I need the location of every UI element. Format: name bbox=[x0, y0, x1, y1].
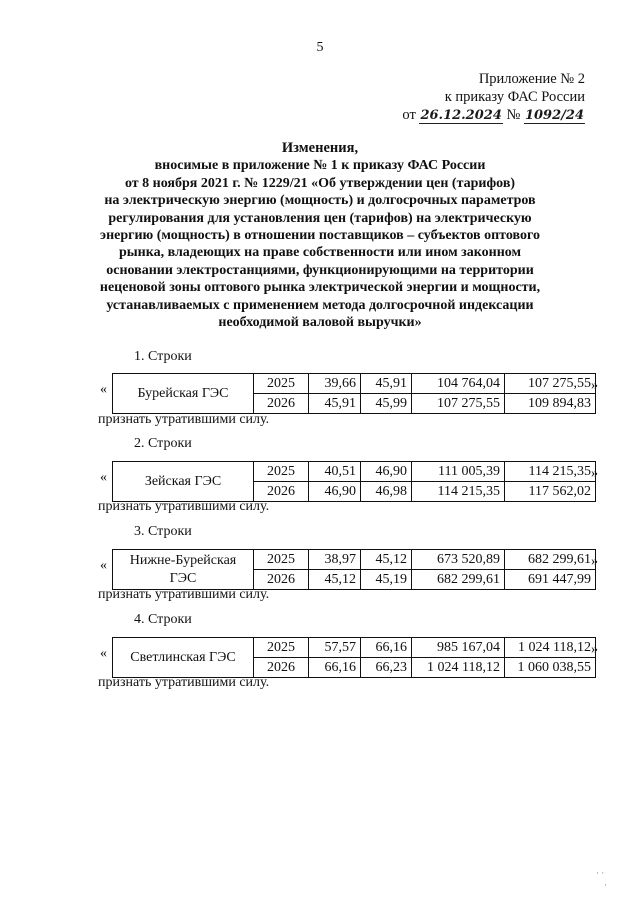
value-cell: 111 005,39 bbox=[412, 462, 505, 482]
year-cell: 2025 bbox=[254, 550, 309, 570]
year-cell: 2025 bbox=[254, 374, 309, 394]
title-line-2: вносимые в приложение № 1 к приказу ФАС России bbox=[154, 158, 486, 174]
section-3-label: 3. Строки bbox=[134, 524, 192, 539]
handwritten-date: 26.12.2024 bbox=[420, 108, 502, 123]
section-4-quote-close: » bbox=[591, 642, 598, 657]
year-cell: 2026 bbox=[254, 482, 309, 502]
annex-header bbox=[400, 70, 585, 125]
page-number: 5 bbox=[316, 40, 324, 55]
station-name: Зейская ГЭС bbox=[113, 462, 254, 502]
station-name: Нижне-Бурейская ГЭС bbox=[113, 550, 254, 590]
table-row bbox=[113, 638, 596, 658]
title-line-3: от 8 ноября 2021 г. № 1229/21 «Об утверждении цен (тарифов) bbox=[124, 175, 516, 191]
section-4-table bbox=[112, 637, 596, 678]
title-line-7: рынка, владеющих на праве собственности или ином законном bbox=[118, 245, 522, 261]
value-cell: 38,97 bbox=[309, 550, 361, 570]
value-cell: 45,91 bbox=[309, 394, 361, 414]
value-cell: 66,16 bbox=[361, 638, 412, 658]
section-3-quote-open: « bbox=[100, 558, 107, 573]
table-row bbox=[113, 374, 596, 394]
section-3-table bbox=[112, 549, 596, 590]
section-3-footer: признать утратившими силу. bbox=[98, 587, 270, 602]
value-cell: 117 562,02 bbox=[505, 482, 596, 502]
scan-speck: · bbox=[604, 880, 607, 890]
value-cell: 1 060 038,55 bbox=[505, 658, 596, 678]
title-line-1: Изменения, bbox=[281, 140, 359, 156]
value-cell: 57,57 bbox=[309, 638, 361, 658]
value-cell: 40,51 bbox=[309, 462, 361, 482]
value-cell: 691 447,99 bbox=[505, 570, 596, 590]
title-line-9: неценовой зоны оптового рынка электрической энергии и мощности, bbox=[99, 280, 541, 296]
year-cell: 2026 bbox=[254, 658, 309, 678]
year-cell: 2026 bbox=[254, 570, 309, 590]
value-cell: 45,12 bbox=[309, 570, 361, 590]
scan-speck: · · bbox=[596, 868, 605, 878]
value-cell: 114 215,35 bbox=[412, 482, 505, 502]
section-1-footer: признать утратившими силу. bbox=[98, 412, 270, 427]
handwritten-number: 1092/24 bbox=[524, 108, 584, 123]
year-cell: 2025 bbox=[254, 638, 309, 658]
value-cell: 114 215,35 bbox=[505, 462, 596, 482]
section-4-quote-open: « bbox=[100, 646, 107, 661]
value-cell: 45,12 bbox=[361, 550, 412, 570]
value-cell: 673 520,89 bbox=[412, 550, 505, 570]
annex-date-number bbox=[400, 106, 585, 125]
section-1-quote-open: « bbox=[100, 382, 107, 397]
section-1-table bbox=[112, 373, 596, 414]
section-2-footer: признать утратившими силу. bbox=[98, 499, 270, 514]
value-cell: 45,19 bbox=[361, 570, 412, 590]
title-line-4: на электрическую энергию (мощность) и долгосрочных параметров bbox=[104, 193, 536, 209]
table-row bbox=[113, 550, 596, 570]
annex-number-label: № bbox=[506, 107, 521, 123]
value-cell: 66,16 bbox=[309, 658, 361, 678]
value-cell: 46,98 bbox=[361, 482, 412, 502]
value-cell: 985 167,04 bbox=[412, 638, 505, 658]
title-line-8: основании электростанциями, функционирующими на территории bbox=[106, 262, 534, 278]
section-1-label: 1. Строки bbox=[134, 349, 192, 364]
station-name: Светлинская ГЭС bbox=[113, 638, 254, 678]
value-cell: 109 894,83 bbox=[505, 394, 596, 414]
annex-from-label: от bbox=[402, 107, 416, 123]
year-cell: 2025 bbox=[254, 462, 309, 482]
section-2-quote-open: « bbox=[100, 470, 107, 485]
section-1-quote-close: » bbox=[591, 378, 598, 393]
value-cell: 39,66 bbox=[309, 374, 361, 394]
value-cell: 107 275,55 bbox=[505, 374, 596, 394]
title-line-11: необходимой валовой выручки» bbox=[218, 315, 422, 331]
value-cell: 107 275,55 bbox=[412, 394, 505, 414]
value-cell: 104 764,04 bbox=[412, 374, 505, 394]
section-2-quote-close: » bbox=[591, 466, 598, 481]
value-cell: 46,90 bbox=[361, 462, 412, 482]
title-line-6: энергию (мощность) в отношении поставщиков – субъектов оптового bbox=[100, 228, 540, 244]
value-cell: 682 299,61 bbox=[505, 550, 596, 570]
value-cell: 1 024 118,12 bbox=[412, 658, 505, 678]
station-name: Бурейская ГЭС bbox=[113, 374, 254, 414]
title-line-10: устанавливаемых с применением метода долгосрочной индексации bbox=[106, 297, 534, 313]
year-cell: 2026 bbox=[254, 394, 309, 414]
document-title bbox=[70, 140, 570, 331]
section-2-table bbox=[112, 461, 596, 502]
annex-order-ref: к приказу ФАС России bbox=[444, 89, 585, 105]
section-2-label: 2. Строки bbox=[134, 436, 192, 451]
value-cell: 45,99 bbox=[361, 394, 412, 414]
title-line-5: регулирования для установления цен (тарифов) на электрическую bbox=[108, 210, 532, 226]
section-4-label: 4. Строки bbox=[134, 612, 192, 627]
value-cell: 46,90 bbox=[309, 482, 361, 502]
section-4-footer: признать утратившими силу. bbox=[98, 675, 270, 690]
annex-title: Приложение № 2 bbox=[478, 71, 585, 87]
value-cell: 66,23 bbox=[361, 658, 412, 678]
section-3-quote-close: » bbox=[591, 554, 598, 569]
value-cell: 682 299,61 bbox=[412, 570, 505, 590]
value-cell: 45,91 bbox=[361, 374, 412, 394]
table-row bbox=[113, 462, 596, 482]
value-cell: 1 024 118,12 bbox=[505, 638, 596, 658]
